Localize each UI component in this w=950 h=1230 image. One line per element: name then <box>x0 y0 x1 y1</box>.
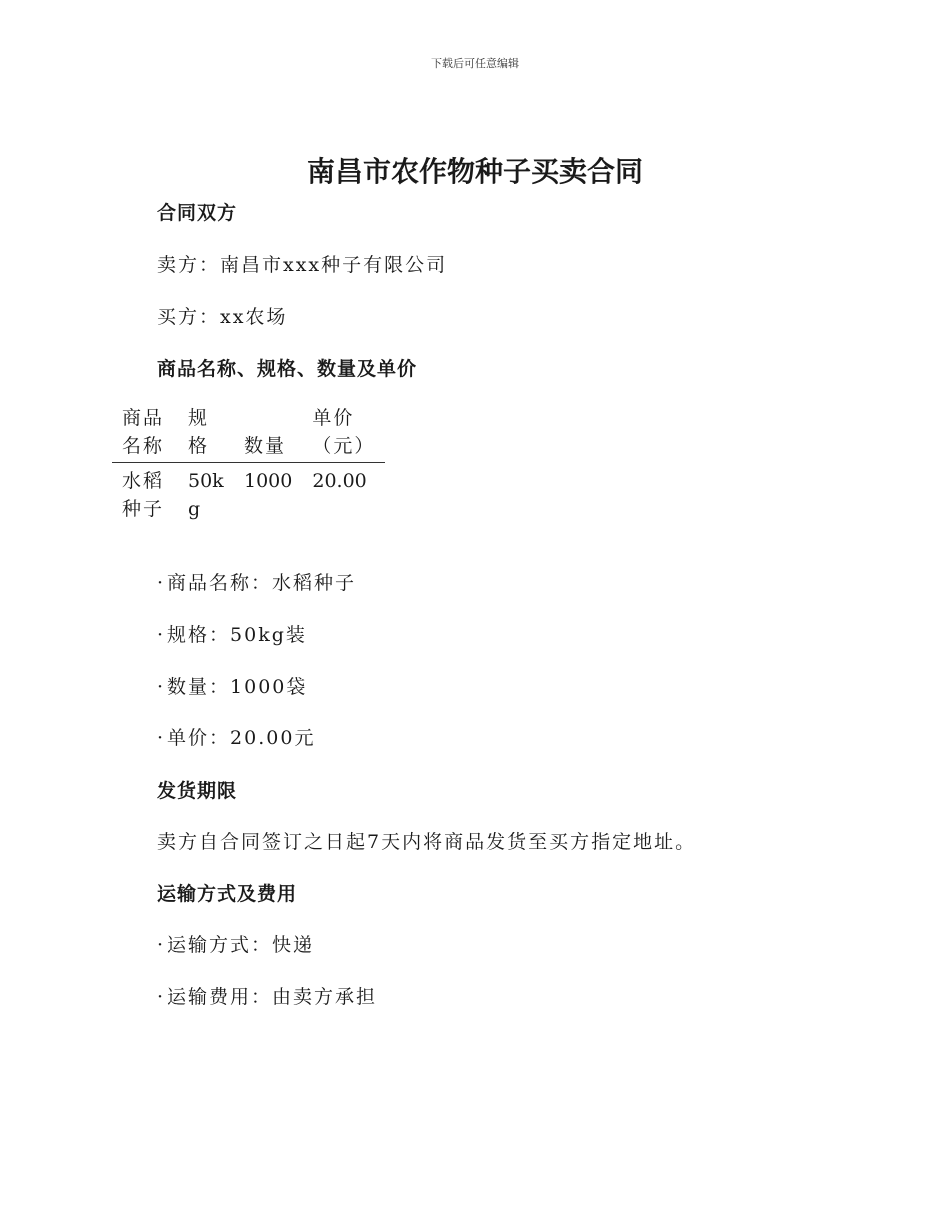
section-heading-shipping: 运输方式及费用 <box>157 883 298 905</box>
table-row <box>112 463 385 524</box>
list-item: · 规格：50kg装 <box>157 620 307 647</box>
list-item: · 单价：20.00元 <box>157 723 315 750</box>
goods-table <box>112 400 385 523</box>
buyer-line: 买方：xx农场 <box>157 306 288 328</box>
table-cell: 20.00 <box>312 470 367 492</box>
section-heading-parties: 合同双方 <box>157 202 238 224</box>
document-title: 南昌市农作物种子买卖合同 <box>306 155 643 188</box>
table-header-cell: 单价（元） <box>302 400 385 463</box>
section-heading-delivery: 发货期限 <box>157 780 238 802</box>
table-cell: 1000 <box>244 470 293 492</box>
list-item: · 数量：1000袋 <box>157 672 307 699</box>
table-header-cell: 商品名称 <box>112 400 178 463</box>
list-item: · 商品名称：水稻种子 <box>157 568 356 595</box>
table-cell: 水稻种子 <box>122 470 165 520</box>
table-header-cell: 数量 <box>234 400 302 463</box>
list-item: · 运输方式：快递 <box>157 930 314 957</box>
table-header-row <box>112 400 385 463</box>
header-note: 下载后可任意编辑 <box>431 57 519 70</box>
table-header-cell: 规格 <box>178 400 234 463</box>
section-heading-goods: 商品名称、规格、数量及单价 <box>157 358 418 380</box>
list-item: · 运输费用：由卖方承担 <box>157 982 377 1009</box>
delivery-text: 卖方自合同签订之日起7天内将商品发货至买方指定地址。 <box>157 831 697 853</box>
table-cell: 50kg <box>188 470 224 520</box>
seller-line: 卖方：南昌市xxx种子有限公司 <box>157 254 448 276</box>
